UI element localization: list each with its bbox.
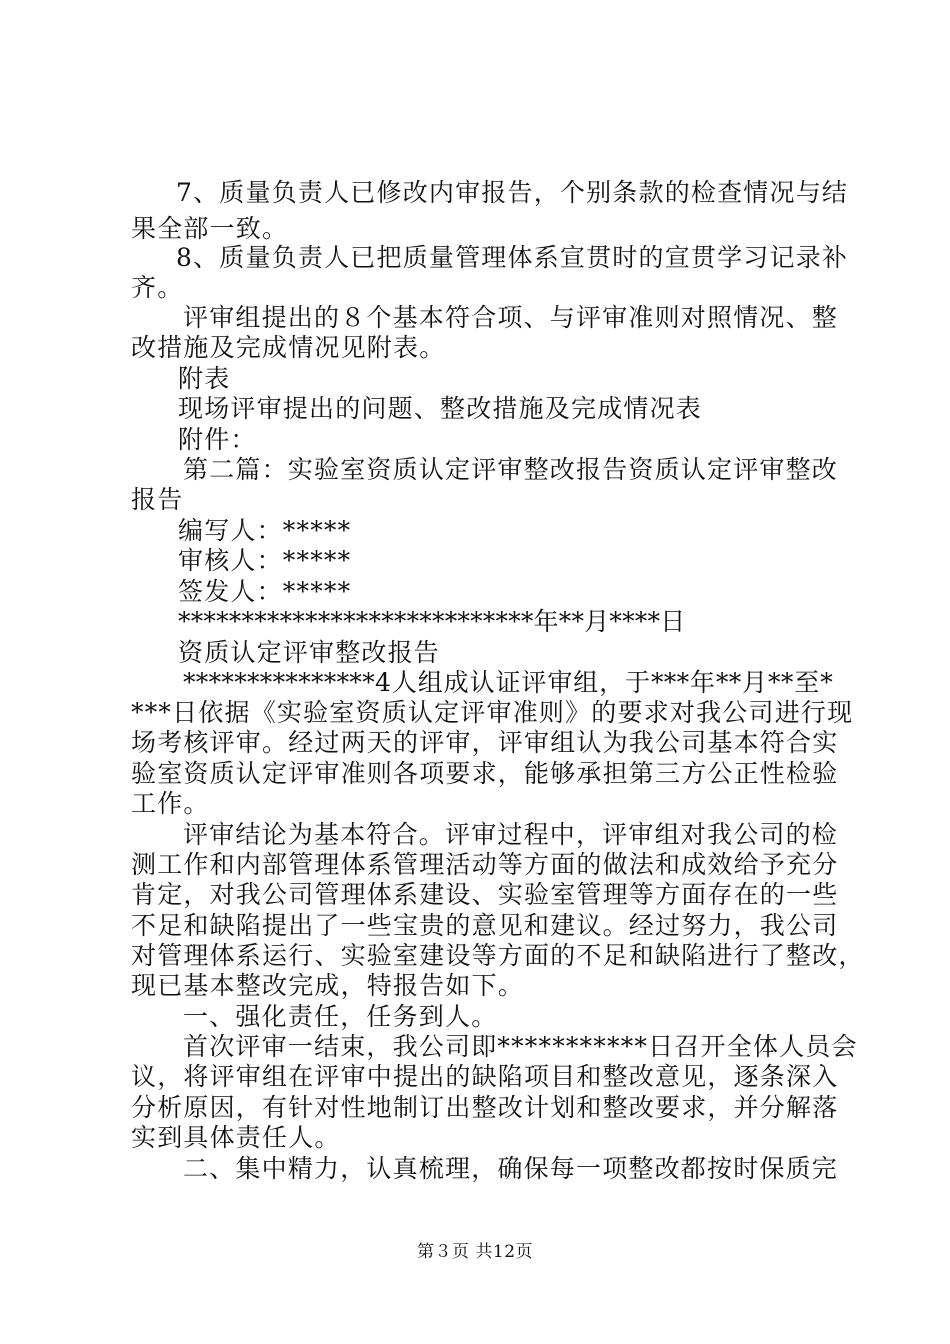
attachment-label: 附件：	[178, 425, 257, 454]
paragraph-line: 议，将评审组在评审中提出的缺陷项目和整改意见，逐条深入	[131, 1062, 839, 1091]
paragraph-line: 验室资质认定评审准则各项要求，能够承担第三方公正性检验	[131, 759, 839, 788]
paragraph-line: 评审结论为基本符合。评审过程中，评审组对我公司的检	[183, 820, 839, 849]
paragraph-line: 首次评审一结束，我公司即***********日召开全体人员会	[183, 1032, 858, 1061]
author-line: 编写人：*****	[178, 516, 352, 545]
appendix-title: 现场评审提出的问题、整改措施及完成情况表	[178, 394, 703, 423]
subsection-heading: 一、强化责任，任务到人。	[183, 1002, 498, 1031]
section-heading: 报告	[131, 485, 184, 514]
paragraph-line: 对管理体系运行、实验室建设等方面的不足和缺陷进行了整改，	[131, 941, 865, 970]
paragraph-line: 8、质量负责人已把质量管理体系宣贯时的宣贯学习记录补	[176, 243, 849, 272]
paragraph-line: 齐。	[131, 273, 184, 302]
paragraph-line: 测工作和内部管理体系管理活动等方面的做法和成效给予充分	[131, 850, 839, 879]
paragraph-line: 场考核评审。经过两天的评审，评审组认为我公司基本符合实	[131, 728, 839, 757]
reviewer-line: 审核人：*****	[178, 546, 352, 575]
paragraph-line: 工作。	[131, 789, 210, 818]
paragraph-line: 肯定，对我公司管理体系建设、实验室管理等方面存在的一些	[131, 880, 839, 909]
paragraph-line: 7、质量负责人已修改内审报告，个别条款的检查情况与结	[176, 178, 849, 207]
paragraph-line: ***日依据《实验室资质认定评审准则》的要求对我公司进行现	[131, 698, 854, 727]
paragraph-line: 改措施及完成情况见附表。	[131, 333, 446, 362]
paragraph-line: 果全部一致。	[131, 214, 289, 243]
paragraph-line: 评审组提出的８个基本符合项、与评审准则对照情况、整	[183, 303, 839, 332]
section-heading: 第二篇：实验室资质认定评审整改报告资质认定评审整改	[183, 455, 839, 484]
page-number-footer: 第３页 共12页	[416, 1242, 534, 1262]
date-line: ****************************年**月****日	[178, 607, 686, 636]
paragraph-line: 现已基本整改完成，特报告如下。	[131, 971, 525, 1000]
appendix-label: 附表	[178, 364, 231, 393]
paragraph-line: 不足和缺陷提出了一些宝贵的意见和建议。经过努力，我公司	[131, 911, 839, 940]
report-title: 资质认定评审整改报告	[178, 638, 441, 667]
paragraph-line: 实到具体责任人。	[131, 1123, 341, 1152]
issuer-line: 签发人：*****	[178, 577, 352, 606]
paragraph-line: ***************4人组成认证评审组，于***年**月**至*	[183, 668, 833, 697]
subsection-heading: 二、集中精力，认真梳理，确保每一项整改都按时保质完	[183, 1154, 839, 1183]
paragraph-line: 分析原因，有针对性地制订出整改计划和整改要求，并分解落	[131, 1093, 839, 1122]
